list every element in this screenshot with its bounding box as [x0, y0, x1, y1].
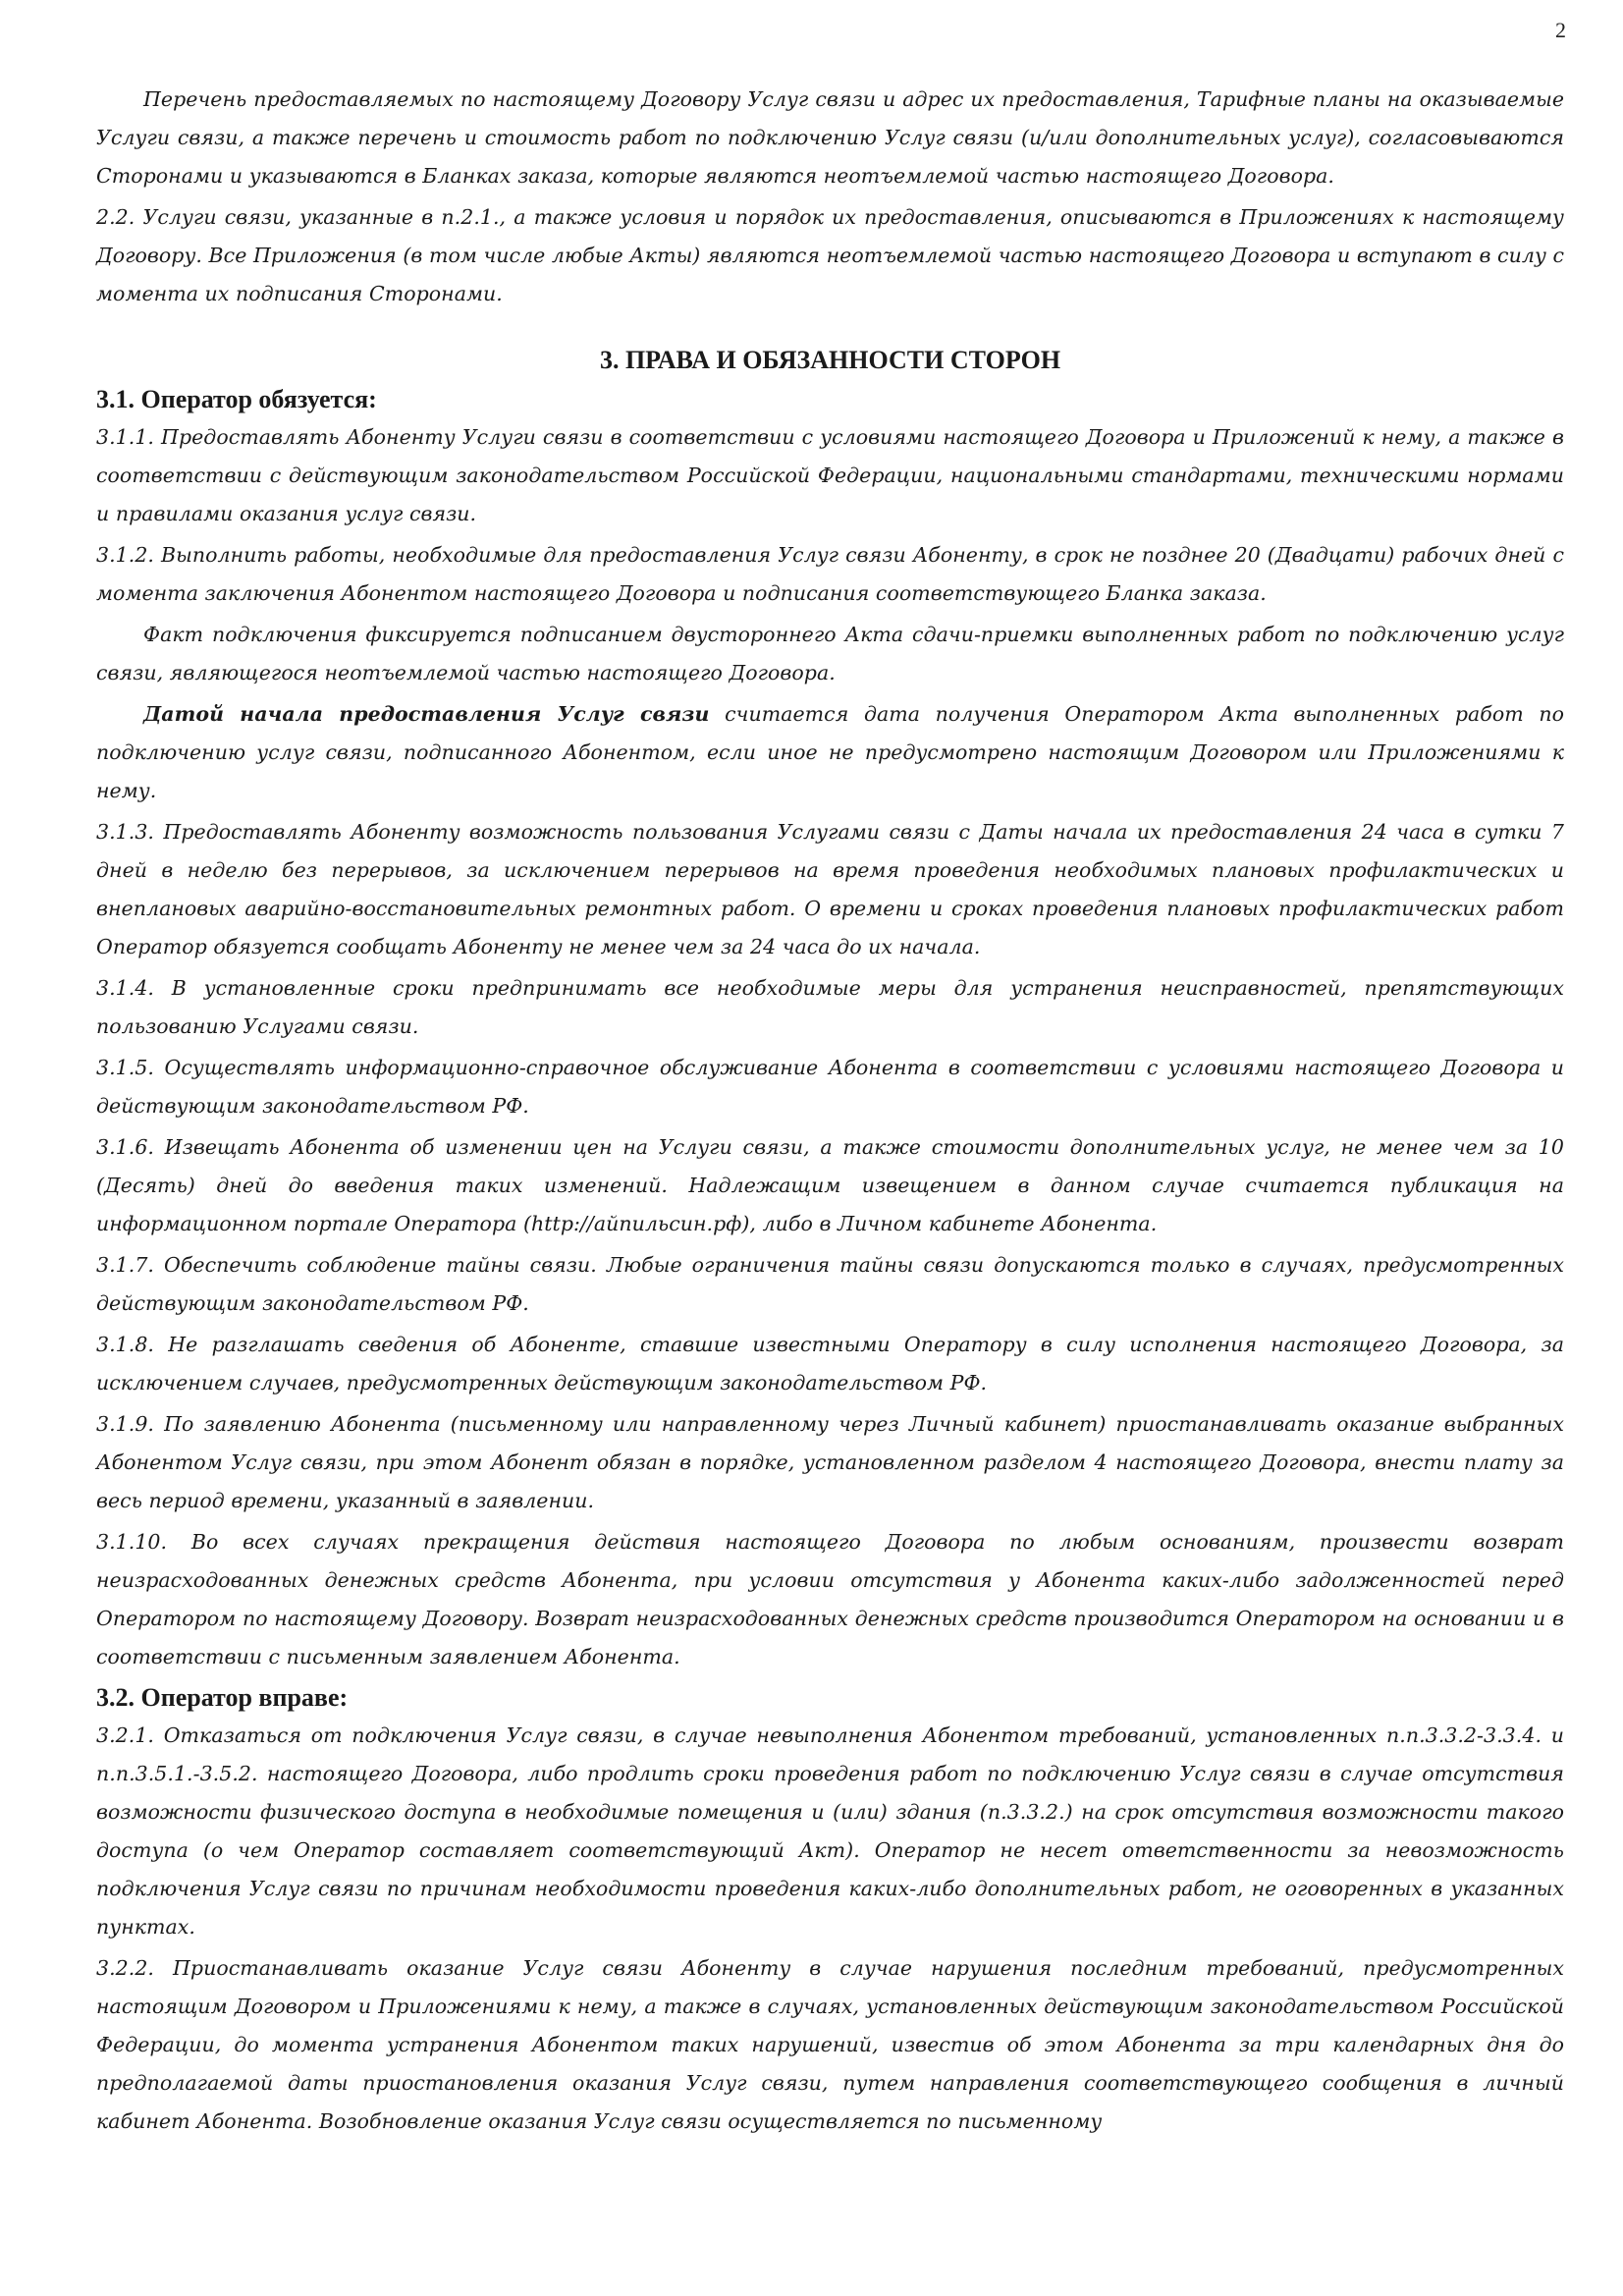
subsection-3-1-title: 3.1. Оператор обязуется: [96, 385, 377, 413]
clause-3-1-5: 3.1.5. Осуществлять информационно-справочное обслуживание Абонента в соответствии с условиями настоящего Договора и действующим законодательством РФ. [96, 1056, 1564, 1118]
start-date-term: Датой начала предоставления Услуг связи [143, 702, 710, 726]
clause-3-1-7: 3.1.7. Обеспечить соблюдение тайны связи. Любые ограничения тайны связи допускаются только в случаях, предусмотренных действующим законодательством РФ. [96, 1253, 1564, 1315]
clause-3-2-2: 3.2.2. Приостанавливать оказание Услуг связи Абоненту в случае нарушения последним требований, предусмотренных настоящим Договором и Приложениями к нему, а также в случаях, установленных действующим законодательством Российской Федерации, до момента устранения Абонентом таких нарушений, известив об этом Абонента за три календарных дня до предполагаемой даты приостановления оказания Услуг связи, путем направления соответствующего сообщения в личный кабинет Абонента. Возобновление оказания Услуг связи осуществляется по письменному [96, 1956, 1564, 2133]
document-body [96, 81, 1564, 2144]
clause-3-1-3: 3.1.3. Предоставлять Абоненту возможность пользования Услугами связи с Даты начала их предоставления 24 часа в сутки 7 дней в неделю без перерывов, за исключением перерывов на время проведения необходимых плановых профилактических и внеплановых аварийно-восстановительных ремонтных работ. О времени и сроках проведения плановых профилактических работ Оператор обязуется сообщать Абоненту не менее чем за 24 часа до их начала. [96, 820, 1564, 958]
subsection-3-2-title: 3.2. Оператор вправе: [96, 1683, 349, 1712]
clause-3-1-4: 3.1.4. В установленные сроки предпринимать все необходимые меры для устранения неисправностей, препятствующих пользованию Услугами связи. [96, 976, 1564, 1038]
page-number: 2 [1555, 18, 1566, 42]
clause-2-2: 2.2. Услуги связи, указанные в п.2.1., а также условия и порядок их предоставления, описываются в Приложениях к настоящему Договору. Все Приложения (в том числе любые Акты) являются неотъемлемой частью настоящего Договора и вступают в силу с момента их подписания Сторонами. [96, 205, 1564, 305]
section-3-title: 3. ПРАВА И ОБЯЗАННОСТИ СТОРОН [599, 346, 1061, 374]
clause-3-1-10: 3.1.10. Во всех случаях прекращения действия настоящего Договора по любым основаниям, произвести возврат неизрасходованных денежных средств Абонента, при условии отсутствия у Абонента каких-либо задолженностей перед Оператором по настоящему Договору. Возврат неизрасходованных денежных средств производится Оператором на основании и в соответствии с письменным заявлением Абонента. [96, 1530, 1564, 1668]
intro-paragraph: Перечень предоставляемых по настоящему Договору Услуг связи и адрес их предоставления, Тарифные планы на оказываемые Услуги связи, а также перечень и стоимость работ по подключению Услуг связи (и/или дополнительных услуг), согласовываются Сторонами и указываются в Бланках заказа, которые являются неотъемлемой частью настоящего Договора. [96, 87, 1564, 188]
clause-start-date-paragraph [96, 695, 1564, 810]
start-date-definition: считается дата получения Оператором Акта выполненных работ по подключению услуг связи, подписанного Абонентом, если иное не предусмотрено настоящим Договором или Приложениями к нему. [96, 702, 1564, 802]
clause-3-1-9: 3.1.9. По заявлению Абонента (письменному или направленному через Личный кабинет) приостанавливать оказание выбранных Абонентом Услуг связи, при этом Абонент обязан в порядке, установленном разделом 4 настоящего Договора, внести плату за весь период времени, указанный в заявлении. [96, 1412, 1564, 1512]
clause-3-1-1: 3.1.1. Предоставлять Абоненту Услуги связи в соответствии с условиями настоящего Договора и Приложений к нему, а также в соответствии с действующим законодательством Российской Федерации, национальными стандартами, техническими нормами и правилами оказания услуг связи. [96, 425, 1564, 525]
clause-3-1-2: 3.1.2. Выполнить работы, необходимые для предоставления Услуг связи Абоненту, в срок не позднее 20 (Двадцати) рабочих дней с момента заключения Абонентом настоящего Договора и подписания соответствующего Бланка заказа. [96, 543, 1564, 605]
section-gap [96, 316, 1564, 336]
clause-fact-paragraph: Факт подключения фиксируется подписанием двустороннего Акта сдачи-приемки выполненных работ по подключению услуг связи, являющегося неотъемлемой частью настоящего Договора. [96, 623, 1564, 684]
clause-3-1-8: 3.1.8. Не разглашать сведения об Абоненте, ставшие известными Оператору в силу исполнения настоящего Договора, за исключением случаев, предусмотренных действующим законодательством РФ. [96, 1333, 1564, 1394]
clause-3-2-1: 3.2.1. Отказаться от подключения Услуг связи, в случае невыполнения Абонентом требований, установленных п.п.3.3.2-3.3.4. и п.п.3.5.1.-3.5.2. настоящего Договора, либо продлить сроки проведения работ по подключению Услуг связи в случае отсутствия возможности физического доступа в необходимые помещения и (или) здания (п.3.3.2.) на срок отсутствия возможности такого доступа (о чем Оператор составляет соответствующий Акт). Оператор не несет ответственности за невозможность подключения Услуг связи по причинам необходимости проведения каких-либо дополнительных работ, не оговоренных в указанных пунктах. [96, 1723, 1564, 1939]
clause-3-1-6: 3.1.6. Извещать Абонента об изменении цен на Услуги связи, а также стоимости дополнительных услуг, не менее чем за 10 (Десять) дней до введения таких изменений. Надлежащим извещением в данном случае считается публикация на информационном портале Оператора (http://айпильсин.рф), либо в Личном кабинете Абонента. [96, 1135, 1564, 1235]
